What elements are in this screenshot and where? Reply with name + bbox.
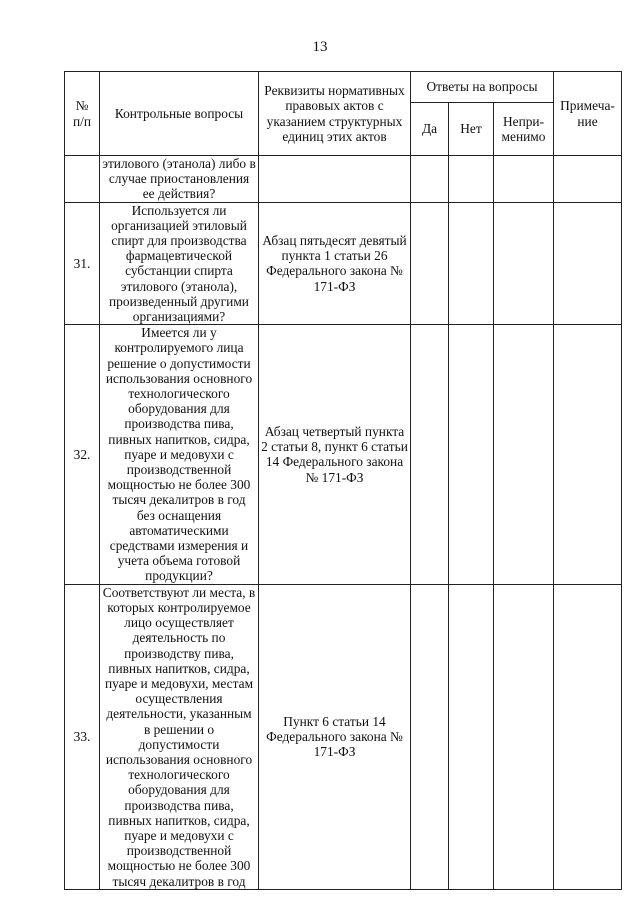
answer-yes-cell[interactable] [411,325,449,584]
header-answers: Ответы на вопросы [411,72,554,103]
header-no: Нет [449,103,494,156]
row-question: этилового (этанола) либо в случае приостановления ее действия? [100,156,259,203]
header-note: Примеча- ние [554,72,622,156]
answer-yes-cell[interactable] [411,584,449,889]
answer-yes-cell[interactable] [411,202,449,325]
answer-no-cell[interactable] [449,584,494,889]
table-row [65,325,622,584]
row-requisites [259,156,411,203]
checklist-table [64,71,622,890]
row-number: 32. [65,325,100,584]
page-number: 13 [312,39,328,55]
header-questions: Контрольные вопросы [100,72,259,156]
note-cell[interactable] [554,202,622,325]
row-question: Соответствуют ли места, в которых контролируемое лицо осуществляет деятельность по производству пива, пивных напитков, сидра, пуаре и медовухи, местам осуществления деятельности, указанным в решении о допустимости использования основного технологического оборудования для производства пива, пивных напитков, сидра, пуаре и медовухи с производственной мощностью не более 300 тысяч декалитров в год [100,584,259,889]
row-question: Имеется ли у контролируемого лица решение о допустимости использования основного технологического оборудования для производства пива, пивных напитков, сидра, пуаре и медовухи с производственной мощностью не более 300 тысяч декалитров в год без оснащения автоматическими средствами измерения и учета объема готовой продукции? [100,325,259,584]
note-cell[interactable] [554,325,622,584]
answer-not-applicable-cell[interactable] [494,156,554,203]
row-number [65,156,100,203]
row-requisites: Пункт 6 статьи 14 Федерального закона № 171-ФЗ [259,584,411,889]
header-yes: Да [411,103,449,156]
table-row [65,202,622,325]
answer-no-cell[interactable] [449,325,494,584]
answer-no-cell[interactable] [449,156,494,203]
row-number: 33. [65,584,100,889]
row-number: 31. [65,202,100,325]
table-row [65,584,622,889]
header-row-top [65,72,622,103]
answer-not-applicable-cell[interactable] [494,584,554,889]
row-requisites: Абзац четвертый пункта 2 статьи 8, пункт 6 статьи 14 Федерального закона № 171-ФЗ [259,325,411,584]
table-row [65,156,622,203]
answer-not-applicable-cell[interactable] [494,325,554,584]
answer-no-cell[interactable] [449,202,494,325]
header-not-applicable: Непри- менимо [494,103,554,156]
note-cell[interactable] [554,156,622,203]
header-requisites: Реквизиты нормативных правовых актов с указанием структурных единиц этих актов [259,72,411,156]
row-question: Используется ли организацией этиловый спирт для производства фармацевтической субстанции спирта этилового (этанола), произведенный другими организациями? [100,202,259,325]
row-requisites: Абзац пятьдесят девятый пункта 1 статьи 26 Федерального закона № 171-ФЗ [259,202,411,325]
header-num: № п/п [65,72,100,156]
answer-not-applicable-cell[interactable] [494,202,554,325]
answer-yes-cell[interactable] [411,156,449,203]
note-cell[interactable] [554,584,622,889]
